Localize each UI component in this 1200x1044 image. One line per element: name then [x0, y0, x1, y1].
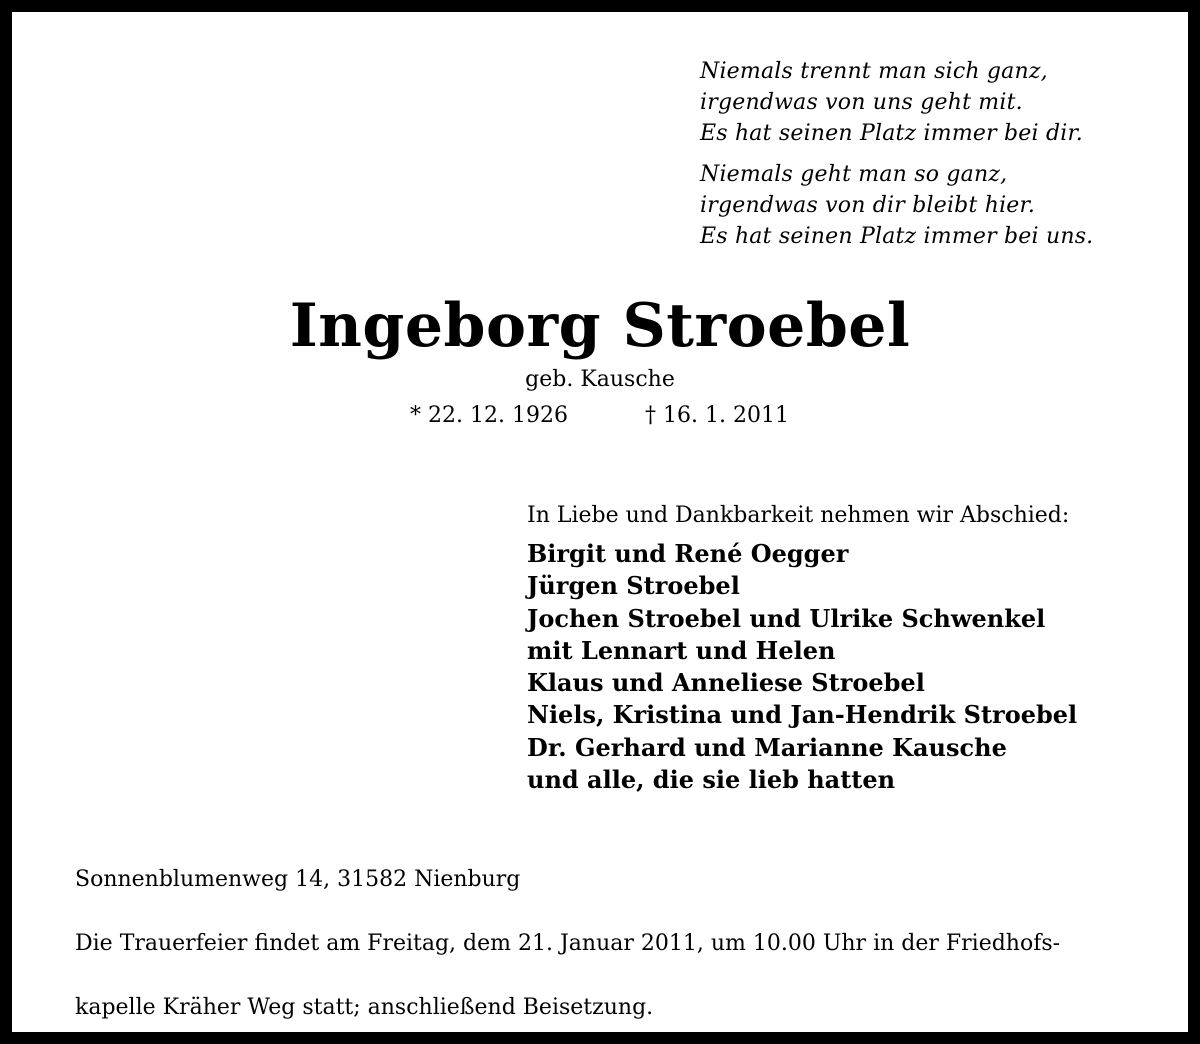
- mourner-line: Jochen Stroebel und Ulrike Schwenkel: [527, 603, 1046, 633]
- poem: [700, 56, 1170, 262]
- poem-line: Es hat seinen Platz immer bei dir.: [700, 121, 1083, 146]
- ceremony-notice: [75, 928, 1165, 1024]
- mourner-line: Dr. Gerhard und Marianne Kausche: [527, 732, 1007, 762]
- family-address: Sonnenblumenweg 14, 31582 Nienburg: [75, 867, 521, 892]
- ceremony-line: Die Trauerfeier findet am Freitag, dem 21. Januar 2011, um 10.00 Uhr in der Friedhofs-: [75, 931, 1061, 956]
- mourner-line: Klaus und Anneliese Stroebel: [527, 668, 925, 698]
- mourners-list: [527, 538, 1077, 796]
- poem-stanza: [700, 159, 1170, 252]
- poem-line: irgendwas von dir bleibt hier.: [700, 193, 1036, 218]
- birth-date: * 22. 12. 1926: [410, 403, 568, 428]
- mourner-line: mit Lennart und Helen: [527, 635, 836, 665]
- deceased-name: Ingeborg Stroebel: [289, 291, 911, 361]
- poem-line: Es hat seinen Platz immer bei uns.: [700, 224, 1094, 249]
- ceremony-line: kapelle Kräher Weg statt; anschließend Beisetzung.: [75, 995, 654, 1020]
- poem-line: Niemals trennt man sich ganz,: [700, 59, 1048, 84]
- farewell-intro: In Liebe und Dankbarkeit nehmen wir Abschied:: [527, 503, 1070, 528]
- mourner-line: und alle, die sie lieb hatten: [527, 765, 896, 795]
- mourner-line: Jürgen Stroebel: [527, 571, 740, 601]
- death-date: † 16. 1. 2011: [645, 403, 789, 428]
- mourner-line: Birgit und René Oegger: [527, 539, 849, 568]
- maiden-name: geb. Kausche: [525, 367, 675, 392]
- poem-line: irgendwas von uns geht mit.: [700, 90, 1023, 115]
- mourner-line: Niels, Kristina und Jan-Hendrik Stroebel: [527, 700, 1078, 730]
- poem-line: Niemals geht man so ganz,: [700, 162, 1008, 187]
- poem-stanza: [700, 56, 1170, 149]
